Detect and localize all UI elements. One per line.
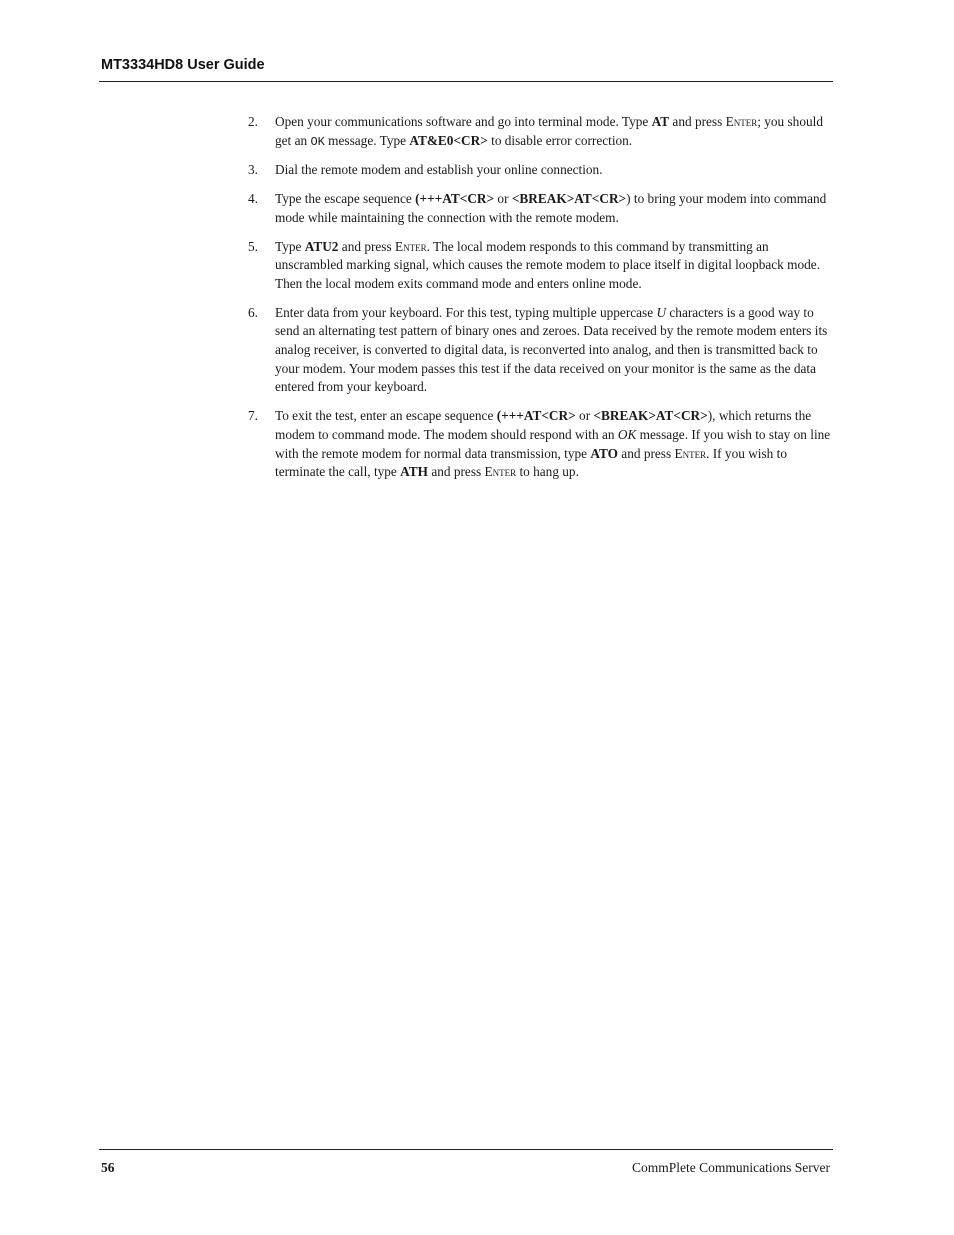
step-text: Enter data from your keyboard. For this test, typing multiple uppercase U characters is a good way to send an alternating test pattern of binary ones and zeroes. Data received by the remote modem enters its analog receiver, is converted to digital data, is reconverted into analog, and then is transmitted back to your modem. Your modem passes this test if the data received on your monitor is the same as the data entered from your keyboard. [275, 304, 828, 395]
command-at: AT [651, 114, 670, 129]
step-text: Open your communications software and go into terminal mode. Type AT and press Enter; you should get an OK message. Type AT&E0<CR> to disable error correction. [275, 114, 823, 149]
command-ath: ATH [400, 464, 428, 480]
procedure-steps [248, 113, 832, 492]
key-enter: Enter [394, 238, 427, 254]
command-ato: ATO [590, 445, 618, 461]
command-at-e0: AT&E0<CR> [409, 132, 488, 148]
key-enter: Enter [674, 445, 707, 461]
step-number: 2. [248, 114, 258, 129]
step-text: To exit the test, enter an escape sequence (+++AT<CR> or <BREAK>AT<CR>), which returns the modem to command mode. The modem should respond with an OK message. If you wish to stay on line with the remote modem for normal data transmission, type ATO and press Enter. If you wish to terminate the call, type ATH and press Enter to hang up. [275, 408, 831, 480]
key-enter: Enter [725, 114, 758, 129]
step-3 [248, 161, 832, 180]
step-text: Type the escape sequence (+++AT<CR> or <BREAK>AT<CR>) to bring your modem into command mode while maintaining the connection with the remote modem. [275, 191, 827, 225]
footer-document-title: CommPlete Communications Server [632, 1160, 830, 1175]
running-header-title: MT3334HD8 User Guide [101, 57, 265, 73]
step-number: 7. [248, 408, 258, 424]
key-enter: Enter [484, 464, 517, 480]
step-text: Dial the remote modem and establish your online connection. [275, 162, 603, 178]
escape-sequence-plus: (+++AT<CR> [415, 191, 495, 207]
step-6 [248, 304, 832, 398]
step-4 [248, 190, 832, 227]
step-5 [248, 238, 832, 294]
footer-rule [99, 1149, 833, 1150]
step-number: 4. [248, 191, 258, 207]
step-7 [248, 407, 832, 482]
escape-sequence-break: <BREAK>AT<CR> [511, 191, 627, 207]
response-ok: OK [310, 134, 325, 149]
step-number: 3. [248, 162, 258, 178]
header-rule [99, 81, 833, 82]
step-2 [248, 113, 832, 151]
page-number: 56 [101, 1160, 115, 1175]
escape-sequence-break: <BREAK>AT<CR> [593, 408, 708, 424]
step-number: 6. [248, 304, 258, 320]
step-number: 5. [248, 238, 258, 254]
escape-sequence-plus: (+++AT<CR> [496, 408, 576, 424]
character-u: U [656, 304, 667, 320]
command-atu2: ATU2 [304, 238, 339, 254]
response-ok: OK [617, 426, 637, 442]
step-text: Type ATU2 and press Enter. The local modem responds to this command by transmitting an unscrambled marking signal, which causes the remote modem to place itself in digital loopback mode. Then the local modem exits command mode and enters online mode. [275, 238, 821, 291]
